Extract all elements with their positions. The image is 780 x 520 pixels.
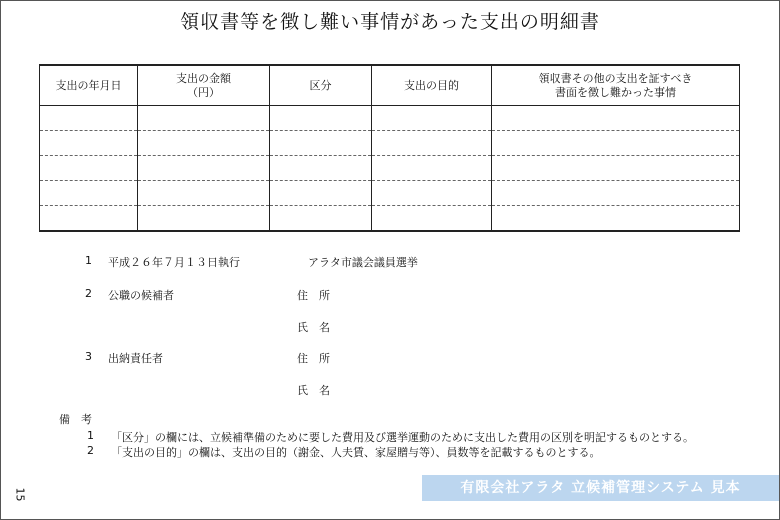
sample-watermark: 有限会社アラタ 立候補管理システム 見本 <box>422 475 779 501</box>
table-cell <box>270 106 372 131</box>
table-cell <box>40 206 138 232</box>
table-cell <box>138 206 270 232</box>
header-amount-line2: （円） <box>187 85 220 99</box>
table-cell <box>138 131 270 156</box>
treasurer-label: 出納責任者 <box>108 352 163 365</box>
table-row <box>40 106 740 131</box>
table-cell <box>40 131 138 156</box>
table-cell <box>40 181 138 206</box>
table-cell <box>492 106 740 131</box>
expenditure-table <box>39 64 740 232</box>
header-classification: 区分 <box>270 65 372 106</box>
table-cell <box>138 156 270 181</box>
page-number: 15 <box>13 487 27 502</box>
table-cell <box>40 106 138 131</box>
table-cell <box>372 206 492 232</box>
table-cell <box>270 131 372 156</box>
table-cell <box>492 206 740 232</box>
table-cell <box>138 106 270 131</box>
header-reason <box>492 65 740 106</box>
item2-number: 2 <box>85 287 92 300</box>
table-row <box>40 206 740 232</box>
note2-number: 2 <box>87 444 94 457</box>
table-row <box>40 131 740 156</box>
candidate-label: 公職の候補者 <box>108 289 174 302</box>
table-cell <box>270 181 372 206</box>
header-date: 支出の年月日 <box>40 65 138 106</box>
notes-heading: 備 考 <box>59 413 92 426</box>
note1-text: 「区分」の欄には、立候補準備のために要した費用及び選挙運動のために支出した費用の区別を明記するものとする。 <box>111 431 694 444</box>
header-reason-line1: 領収書その他の支出を証すべき <box>538 71 693 85</box>
table-row <box>40 156 740 181</box>
treasurer-name-label: 氏 名 <box>297 384 330 397</box>
item3-number: 3 <box>85 350 92 363</box>
header-reason-line2: 書面を徴し難かった事情 <box>555 85 676 99</box>
candidate-name-label: 氏 名 <box>297 321 330 334</box>
table-cell <box>270 206 372 232</box>
table-cell <box>372 181 492 206</box>
header-purpose: 支出の目的 <box>372 65 492 106</box>
document-title: 領収書等を徴し難い事情があった支出の明細書 <box>180 11 600 33</box>
election-name: アラタ市議会議員選挙 <box>308 256 418 269</box>
election-date: 平成２６年７月１３日執行 <box>108 256 240 269</box>
table-cell <box>372 106 492 131</box>
table-header-row <box>40 65 740 106</box>
note1-number: 1 <box>87 429 94 442</box>
table-cell <box>372 156 492 181</box>
item1-number: 1 <box>85 254 92 267</box>
note2-text: 「支出の目的」の欄は、支出の目的（謝金、人夫賃、家屋贈与等）、員数等を記載するものとする。 <box>111 446 601 459</box>
header-amount <box>138 65 270 106</box>
table-cell <box>492 181 740 206</box>
table-cell <box>492 131 740 156</box>
table-cell <box>372 131 492 156</box>
header-amount-line1: 支出の金額 <box>176 71 231 85</box>
table-row <box>40 181 740 206</box>
table-cell <box>270 156 372 181</box>
candidate-address-label: 住 所 <box>297 289 330 302</box>
table-cell <box>40 156 138 181</box>
table-cell <box>492 156 740 181</box>
treasurer-address-label: 住 所 <box>297 352 330 365</box>
table-cell <box>138 181 270 206</box>
